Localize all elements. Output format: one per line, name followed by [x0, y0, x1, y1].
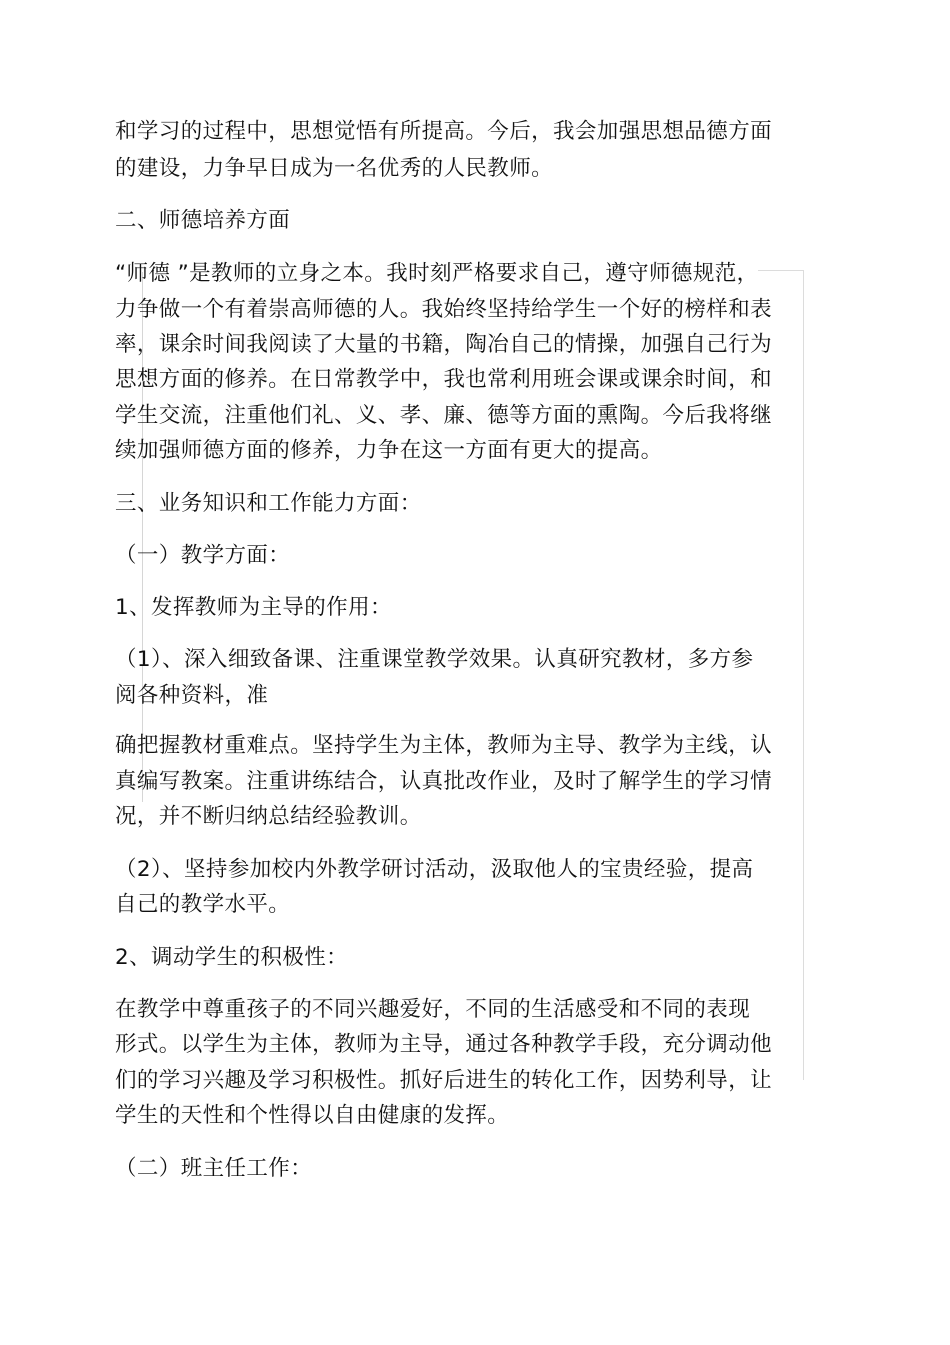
frame-line-right: [803, 270, 804, 1080]
paragraph-line: 在教学中尊重孩子的不同兴趣爱好，不同的生活感受和不同的表现: [115, 997, 751, 1022]
paragraph-line: 续加强师德方面的修养，力争在这一方面有更大的提高。: [115, 438, 663, 463]
item-heading: 2、调动学生的积极性：: [115, 945, 349, 970]
section-heading: 三、业务知识和工作能力方面：: [115, 491, 422, 516]
subsection-heading: （二）班主任工作：: [115, 1156, 313, 1181]
item-heading: 1、发挥教师为主导的作用：: [115, 595, 392, 620]
paragraph-line: 和学习的过程中，思想觉悟有所提高。今后，我会加强思想品德方面: [115, 119, 773, 144]
paragraph-line: 学生交流，注重他们礼、义、孝、廉、德等方面的熏陶。今后我将继: [115, 403, 773, 428]
paragraph-line: 况，并不断归纳总结经验教训。: [115, 804, 422, 829]
paragraph-line: 形式。以学生为主体，教师为主导，通过各种教学手段，充分调动他: [115, 1032, 773, 1057]
paragraph-line: 阅各种资料，准: [115, 683, 269, 708]
paragraph-line: 力争做一个有着崇高师德的人。我始终坚持给学生一个好的榜样和表: [115, 297, 773, 322]
paragraph-line: “师德 ”是教师的立身之本。我时刻严格要求自己，遵守师德规范，: [115, 261, 759, 286]
paragraph-line: 自己的教学水平。: [115, 892, 291, 917]
paragraph-line: （2）、坚持参加校内外教学研讨活动，汲取他人的宝贵经验，提高: [115, 857, 754, 882]
paragraph-line: 确把握教材重难点。坚持学生为主体，教师为主导、教学为主线，认: [115, 733, 773, 758]
paragraph-line: 思想方面的修养。在日常教学中，我也常利用班会课或课余时间，和: [115, 367, 773, 392]
paragraph-line: 的建设，力争早日成为一名优秀的人民教师。: [115, 156, 554, 181]
frame-line-top: [758, 270, 804, 271]
section-heading: 二、师德培养方面: [115, 208, 291, 233]
subsection-heading: （一）教学方面：: [115, 543, 291, 568]
paragraph-line: （1）、深入细致备课、注重课堂教学效果。认真研究教材，多方参: [115, 647, 754, 672]
paragraph-line: 学生的天性和个性得以自由健康的发挥。: [115, 1103, 510, 1128]
paragraph-line: 真编写教案。注重讲练结合，认真批改作业，及时了解学生的学习情: [115, 769, 773, 794]
paragraph-line: 率，课余时间我阅读了大量的书籍，陶冶自己的情操，加强自己行为: [115, 332, 773, 357]
paragraph-line: 们的学习兴趣及学习积极性。抓好后进生的转化工作，因势利导，让: [115, 1068, 773, 1093]
